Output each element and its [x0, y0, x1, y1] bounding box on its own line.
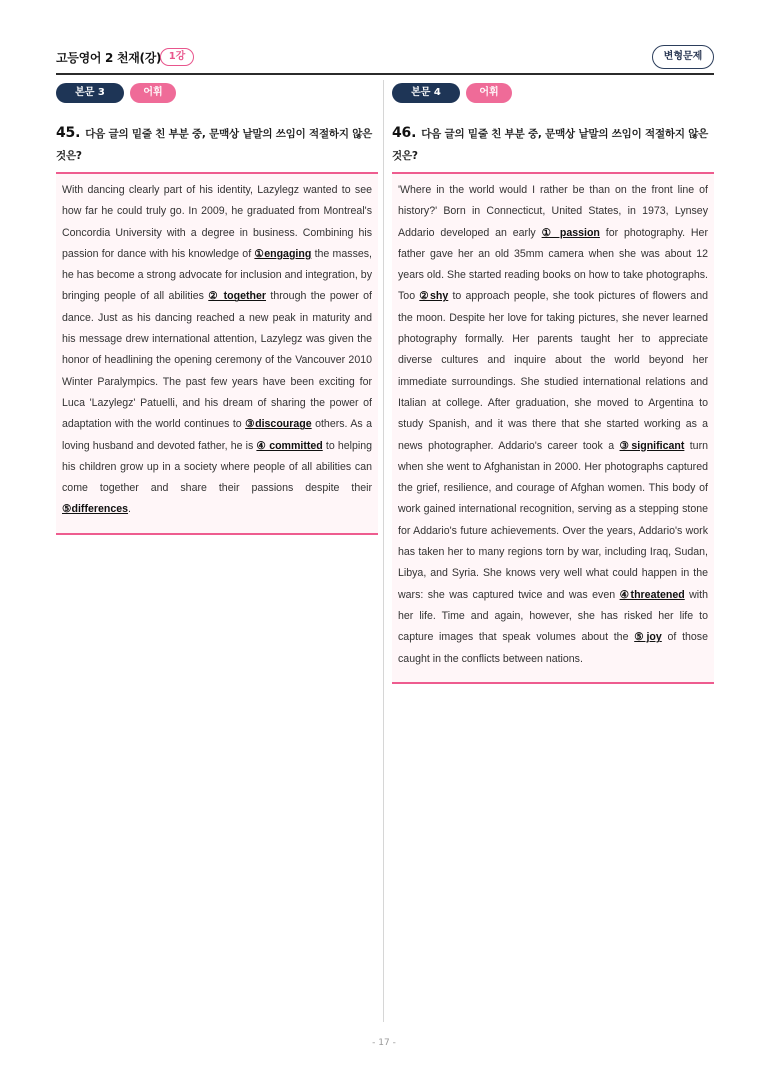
- underlined-choice-1: ① passion: [541, 226, 600, 239]
- right-tags: [392, 83, 714, 103]
- underlined-choice-2: ②shy: [419, 290, 449, 303]
- document-title: 고등영어 2 천재(강): [56, 51, 162, 65]
- category-tag: 어휘: [130, 83, 176, 103]
- question-45: [56, 122, 378, 167]
- passage-text: [62, 180, 372, 521]
- question-number: 45.: [56, 125, 81, 141]
- passage-divider: [56, 533, 378, 535]
- passage-segment: .: [128, 503, 131, 516]
- page-header: [56, 48, 714, 72]
- passage-segment: With dancing clearly part of his identity, Lazylegz wanted to see how far he could truly go. In 2009, he graduated from Montreal's Concordia University with a degree in business. Combining his passion for dance with his knowledge of: [62, 184, 372, 260]
- lesson-badge: 1강: [160, 48, 194, 66]
- header-divider: [56, 73, 714, 75]
- left-column: [56, 83, 378, 535]
- passage-segment: to approach people, she took pictures of flowers and the moon. Despite her love for taking pictures, she never learned photography formally. Her parents taught her to appreciate diverse cultures and inquire about the world beyond her immediate surroundings. She studied international relations and Italian at college. After graduation, she moved to Argentina to study Spanish, and it was there that she started working as a news photographer. Addario's career took a: [398, 290, 708, 452]
- passage-segment: turn when she went to Afghanistan in 2000. Her photographs captured the grief, resilience, and courage of Afghan women. This body of work gained international recognition, serving as a stepping stone for Addario's future achievements. Over the years, Addario's work has taken her to many regions torn by war, including Iraq, Sudan, Libya, and Syria. She knows very well what could happen in the wars: she was captured twice and was even: [398, 439, 708, 601]
- underlined-choice-3: ③significant: [619, 439, 685, 452]
- right-column: [392, 83, 714, 684]
- passage-segment: for photography. Her father gave her an old 35mm camera when she was about 12 years old. She started reading books on how to take photographs. Too: [398, 226, 708, 303]
- underlined-choice-4: ④threatened: [619, 588, 685, 601]
- passage-segment: through the power of dance. Just as his dancing reached a new peak in maturity and his message drew international attention, Lazylegz was given the honor of headlining the opening ceremony of the Vancouver 2010 Winter Paralympics. The past few years have been exciting for Luca 'Lazylegz' Patuelli, and his dream of sharing the power of adaptation with the world continues to: [62, 290, 372, 431]
- question-46: [392, 122, 714, 167]
- type-badge: 변형문제: [652, 45, 714, 69]
- passage-segment: of those caught in the conflicts between nations.: [398, 631, 708, 665]
- section-tag: 본문 4: [392, 83, 460, 103]
- section-tag: 본문 3: [56, 83, 124, 103]
- passage-segment: with her life. Time and again, however, she has risked her life to capture images that speak volumes about the: [398, 588, 708, 644]
- passage-segment: others. As a loving husband and devoted father, he is: [62, 418, 373, 452]
- passage-segment: 'Where in the world would I rather be than on the front line of history?' Born in Connecticut, United States, in 1973, Lynsey Addario developed an early: [398, 184, 708, 239]
- underlined-choice-4: ④ committed: [256, 439, 323, 452]
- passage-text: [398, 180, 708, 670]
- underlined-choice-2: ② together: [208, 290, 267, 303]
- question-number: 46.: [392, 125, 417, 141]
- question-text: 다음 글의 밑줄 친 부분 중, 문맥상 낱말의 쓰임이 적절하지 않은 것은?: [56, 128, 373, 162]
- category-tag: 어휘: [466, 83, 512, 103]
- underlined-choice-3: ③discourage: [245, 418, 312, 431]
- passage-box: [56, 174, 378, 533]
- passage-box: [392, 174, 714, 682]
- page-number: - 17 -: [372, 1038, 396, 1048]
- left-tags: [56, 83, 378, 103]
- column-divider: [383, 80, 384, 1022]
- underlined-choice-1: ①engaging: [254, 247, 312, 260]
- passage-segment: to helping his children grow up in a society where people of all abilities can come together and share their passions despite their: [62, 439, 372, 495]
- underlined-choice-5: ⑤differences: [62, 503, 129, 516]
- question-text: 다음 글의 밑줄 친 부분 중, 문맥상 낱말의 쓰임이 적절하지 않은 것은?: [392, 128, 709, 162]
- passage-divider: [392, 682, 714, 684]
- underlined-choice-5: ⑤joy: [634, 631, 662, 644]
- passage-segment: the masses, he has become a strong advocate for inclusion and integration, by bringing people of all abilities: [62, 247, 372, 303]
